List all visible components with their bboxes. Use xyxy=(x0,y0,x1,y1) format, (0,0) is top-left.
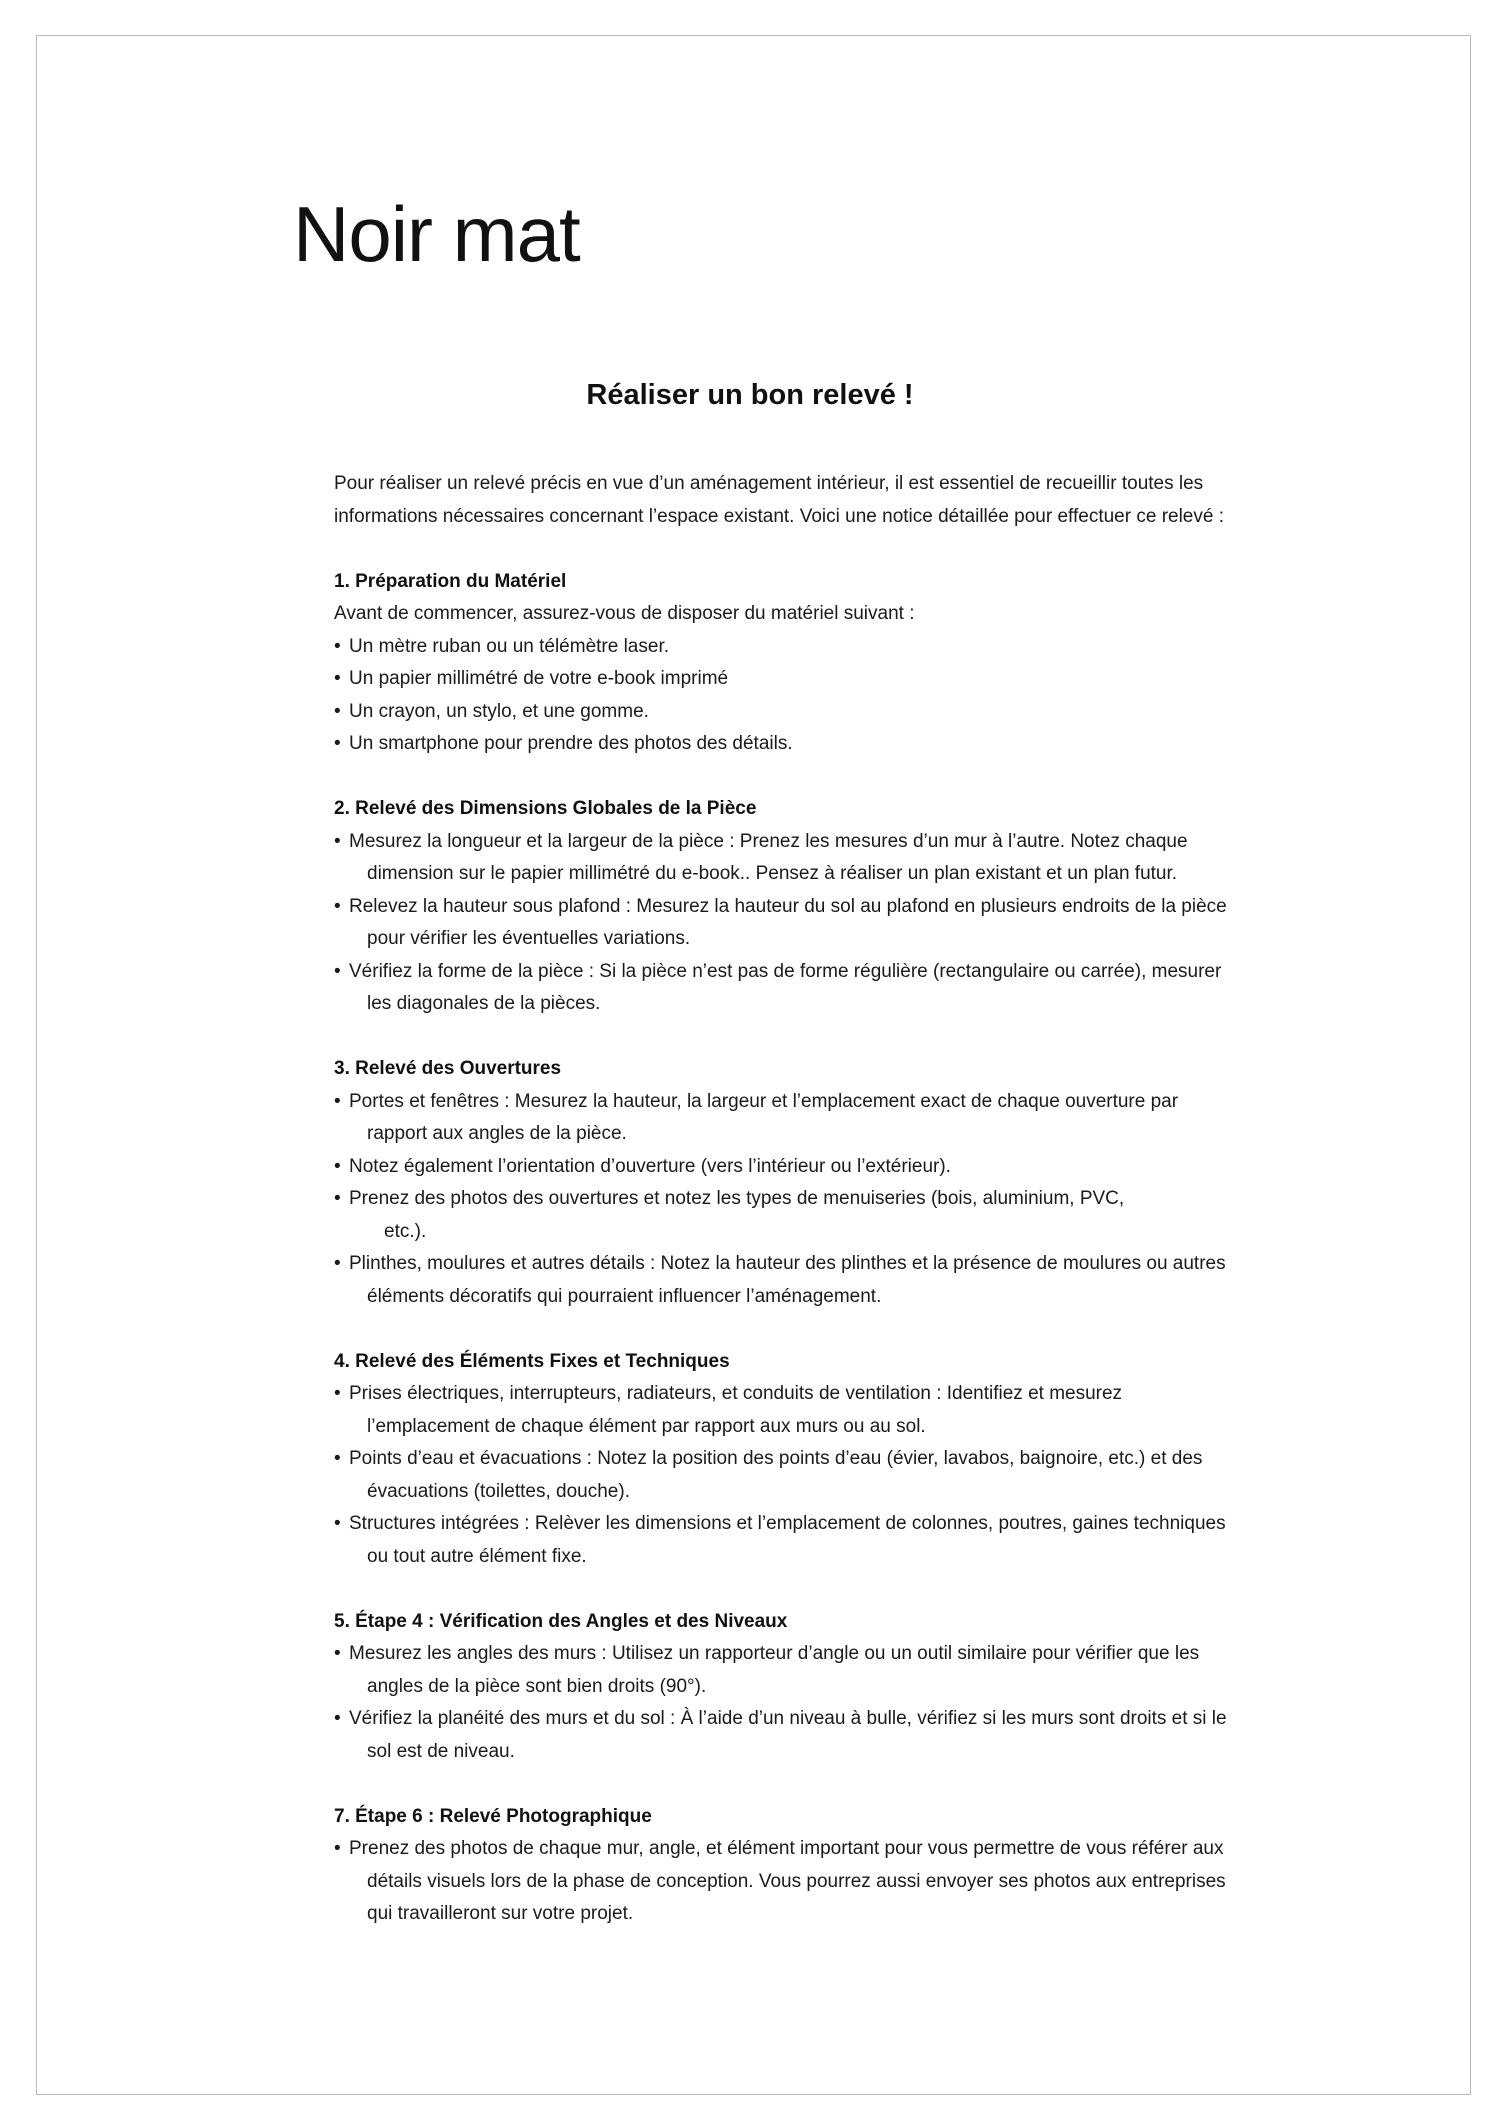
section-heading: 2. Relevé des Dimensions Globales de la Pièce xyxy=(334,798,757,819)
section-heading: 4. Relevé des Éléments Fixes et Techniques xyxy=(334,1350,730,1372)
list-item xyxy=(334,826,1234,891)
list-item-text: Points d’eau et évacuations : Notez la position des points d’eau (évier, lavabos, baignoire, etc.) et des évacuations (toilettes, douche). xyxy=(349,1448,1203,1502)
list-item xyxy=(334,1443,1234,1508)
list-item xyxy=(334,1508,1234,1573)
list-item-text: Plinthes, moulures et autres détails : Notez la hauteur des plinthes et la présence de moulures ou autres éléments décoratifs qui pourraient influencer l’aménagement. xyxy=(349,1253,1226,1307)
section-openings xyxy=(334,1053,1234,1313)
list-item xyxy=(334,728,1234,761)
list-item-text: Relevez la hauteur sous plafond : Mesurez la hauteur du sol au plafond en plusieurs endroits de la pièce pour vérifier les éventuelles variations. xyxy=(349,895,1227,949)
list-item xyxy=(334,1151,1234,1184)
list-item-text: Prises électriques, interrupteurs, radiateurs, et conduits de ventilation : Identifiez et mesurez l’emplacement de chaque élément par rapport aux murs ou au sol. xyxy=(349,1383,1123,1437)
bullet-glyph: • xyxy=(334,895,341,917)
section-preparation xyxy=(334,566,1234,761)
bullet-glyph: • xyxy=(334,1643,341,1664)
list-item-text: Un smartphone pour prendre des photos des détails. xyxy=(349,733,793,754)
list-item-text: Mesurez la longueur et la largeur de la pièce : Prenez les mesures d’un mur à l’autre. Notez chaque dimension sur le papier millimétré du e-book.. Pensez à réaliser un plan existant et un plan futur. xyxy=(349,830,1188,884)
section-photographic xyxy=(334,1801,1234,1931)
section-dimensions xyxy=(334,793,1234,1021)
list-item-text: Un crayon, un stylo, et une gomme. xyxy=(349,700,649,722)
list-item xyxy=(334,631,1234,664)
section-fixed-elements xyxy=(334,1346,1234,1574)
bullet-glyph: • xyxy=(334,1188,341,1209)
bullet-glyph: • xyxy=(334,830,341,852)
bullet-glyph: • xyxy=(334,668,341,689)
list-item-text: Structures intégrées : Relèver les dimensions et l’emplacement de colonnes, poutres, gaines techniques ou tout autre élément fixe. xyxy=(349,1513,1226,1567)
list-item-text: Prenez des photos de chaque mur, angle, et élément important pour vous permettre de vous référer aux détails visuels lors de la phase de conception. Vous pourrez aussi envoyer ses photos aux entreprises qui travailleront sur votre projet. xyxy=(349,1838,1226,1924)
bullet-glyph: • xyxy=(334,635,341,657)
list-item xyxy=(334,1086,1234,1151)
list-item-text: Vérifiez la forme de la pièce : Si la pièce n’est pas de forme régulière (rectangulaire ou carrée), mesurer les diagonales de la pièces. xyxy=(349,960,1222,1014)
bullet-glyph: • xyxy=(334,1708,341,1729)
document-body xyxy=(334,468,1234,1931)
list-item xyxy=(334,1703,1234,1768)
section-lead: Avant de commencer, assurez-vous de disposer du matériel suivant : xyxy=(334,603,915,624)
list-item xyxy=(334,696,1234,729)
list-item xyxy=(334,1833,1234,1931)
list-item xyxy=(334,956,1234,1021)
section-heading: 3. Relevé des Ouvertures xyxy=(334,1058,562,1079)
bullet-glyph: • xyxy=(334,1383,341,1404)
list-item-text: Un papier millimétré de votre e-book imprimé xyxy=(349,668,729,689)
list-item-text: Portes et fenêtres : Mesurez la hauteur, la largeur et l’emplacement exact de chaque ouverture par rapport aux angles de la pièce. xyxy=(349,1090,1179,1144)
bullet-glyph: • xyxy=(334,1448,341,1469)
document-title: Réaliser un bon relevé ! xyxy=(586,379,914,411)
section-heading: 7. Étape 6 : Relevé Photographique xyxy=(334,1805,652,1827)
list-item xyxy=(334,1248,1234,1313)
list-item-continuation: etc.). xyxy=(384,1220,427,1242)
brand-wordmark: Noir mat xyxy=(293,190,580,278)
list-item-text: Prenez des photos des ouvertures et notez les types de menuiseries (bois, aluminium, PVC, xyxy=(349,1188,1125,1209)
list-item-text: Mesurez les angles des murs : Utilisez un rapporteur d’angle ou un outil similaire pour vérifier que les angles de la pièce sont bien droits (90°). xyxy=(349,1643,1200,1697)
intro-paragraph: Pour réaliser un relevé précis en vue d’un aménagement intérieur, il est essentiel de recueillir toutes les informations nécessaires concernant l’espace existant. Voici une notice détaillée pour effectuer ce relevé : xyxy=(334,473,1224,527)
section-angles-levels xyxy=(334,1606,1234,1769)
list-item-text: Notez également l’orientation d’ouverture (vers l’intérieur ou l’extérieur). xyxy=(349,1155,951,1177)
section-heading: 1. Préparation du Matériel xyxy=(334,570,567,592)
list-item xyxy=(334,1183,1234,1248)
list-item-text: Vérifiez la planéité des murs et du sol : À l’aide d’un niveau à bulle, vérifiez si les murs sont droits et si le sol est de niveau. xyxy=(349,1708,1227,1762)
bullet-glyph: • xyxy=(334,1090,341,1112)
list-item xyxy=(334,891,1234,956)
bullet-glyph: • xyxy=(334,1838,341,1859)
bullet-glyph: • xyxy=(334,1155,341,1177)
list-item xyxy=(334,663,1234,696)
bullet-glyph: • xyxy=(334,1253,341,1274)
section-heading: 5. Étape 4 : Vérification des Angles et des Niveaux xyxy=(334,1610,788,1632)
bullet-glyph: • xyxy=(334,1513,341,1534)
list-item-text: Un mètre ruban ou un télémètre laser. xyxy=(349,635,670,657)
list-item xyxy=(334,1378,1234,1443)
list-item xyxy=(334,1638,1234,1703)
bullet-glyph: • xyxy=(334,700,341,722)
bullet-glyph: • xyxy=(334,733,341,754)
bullet-glyph: • xyxy=(334,960,341,982)
